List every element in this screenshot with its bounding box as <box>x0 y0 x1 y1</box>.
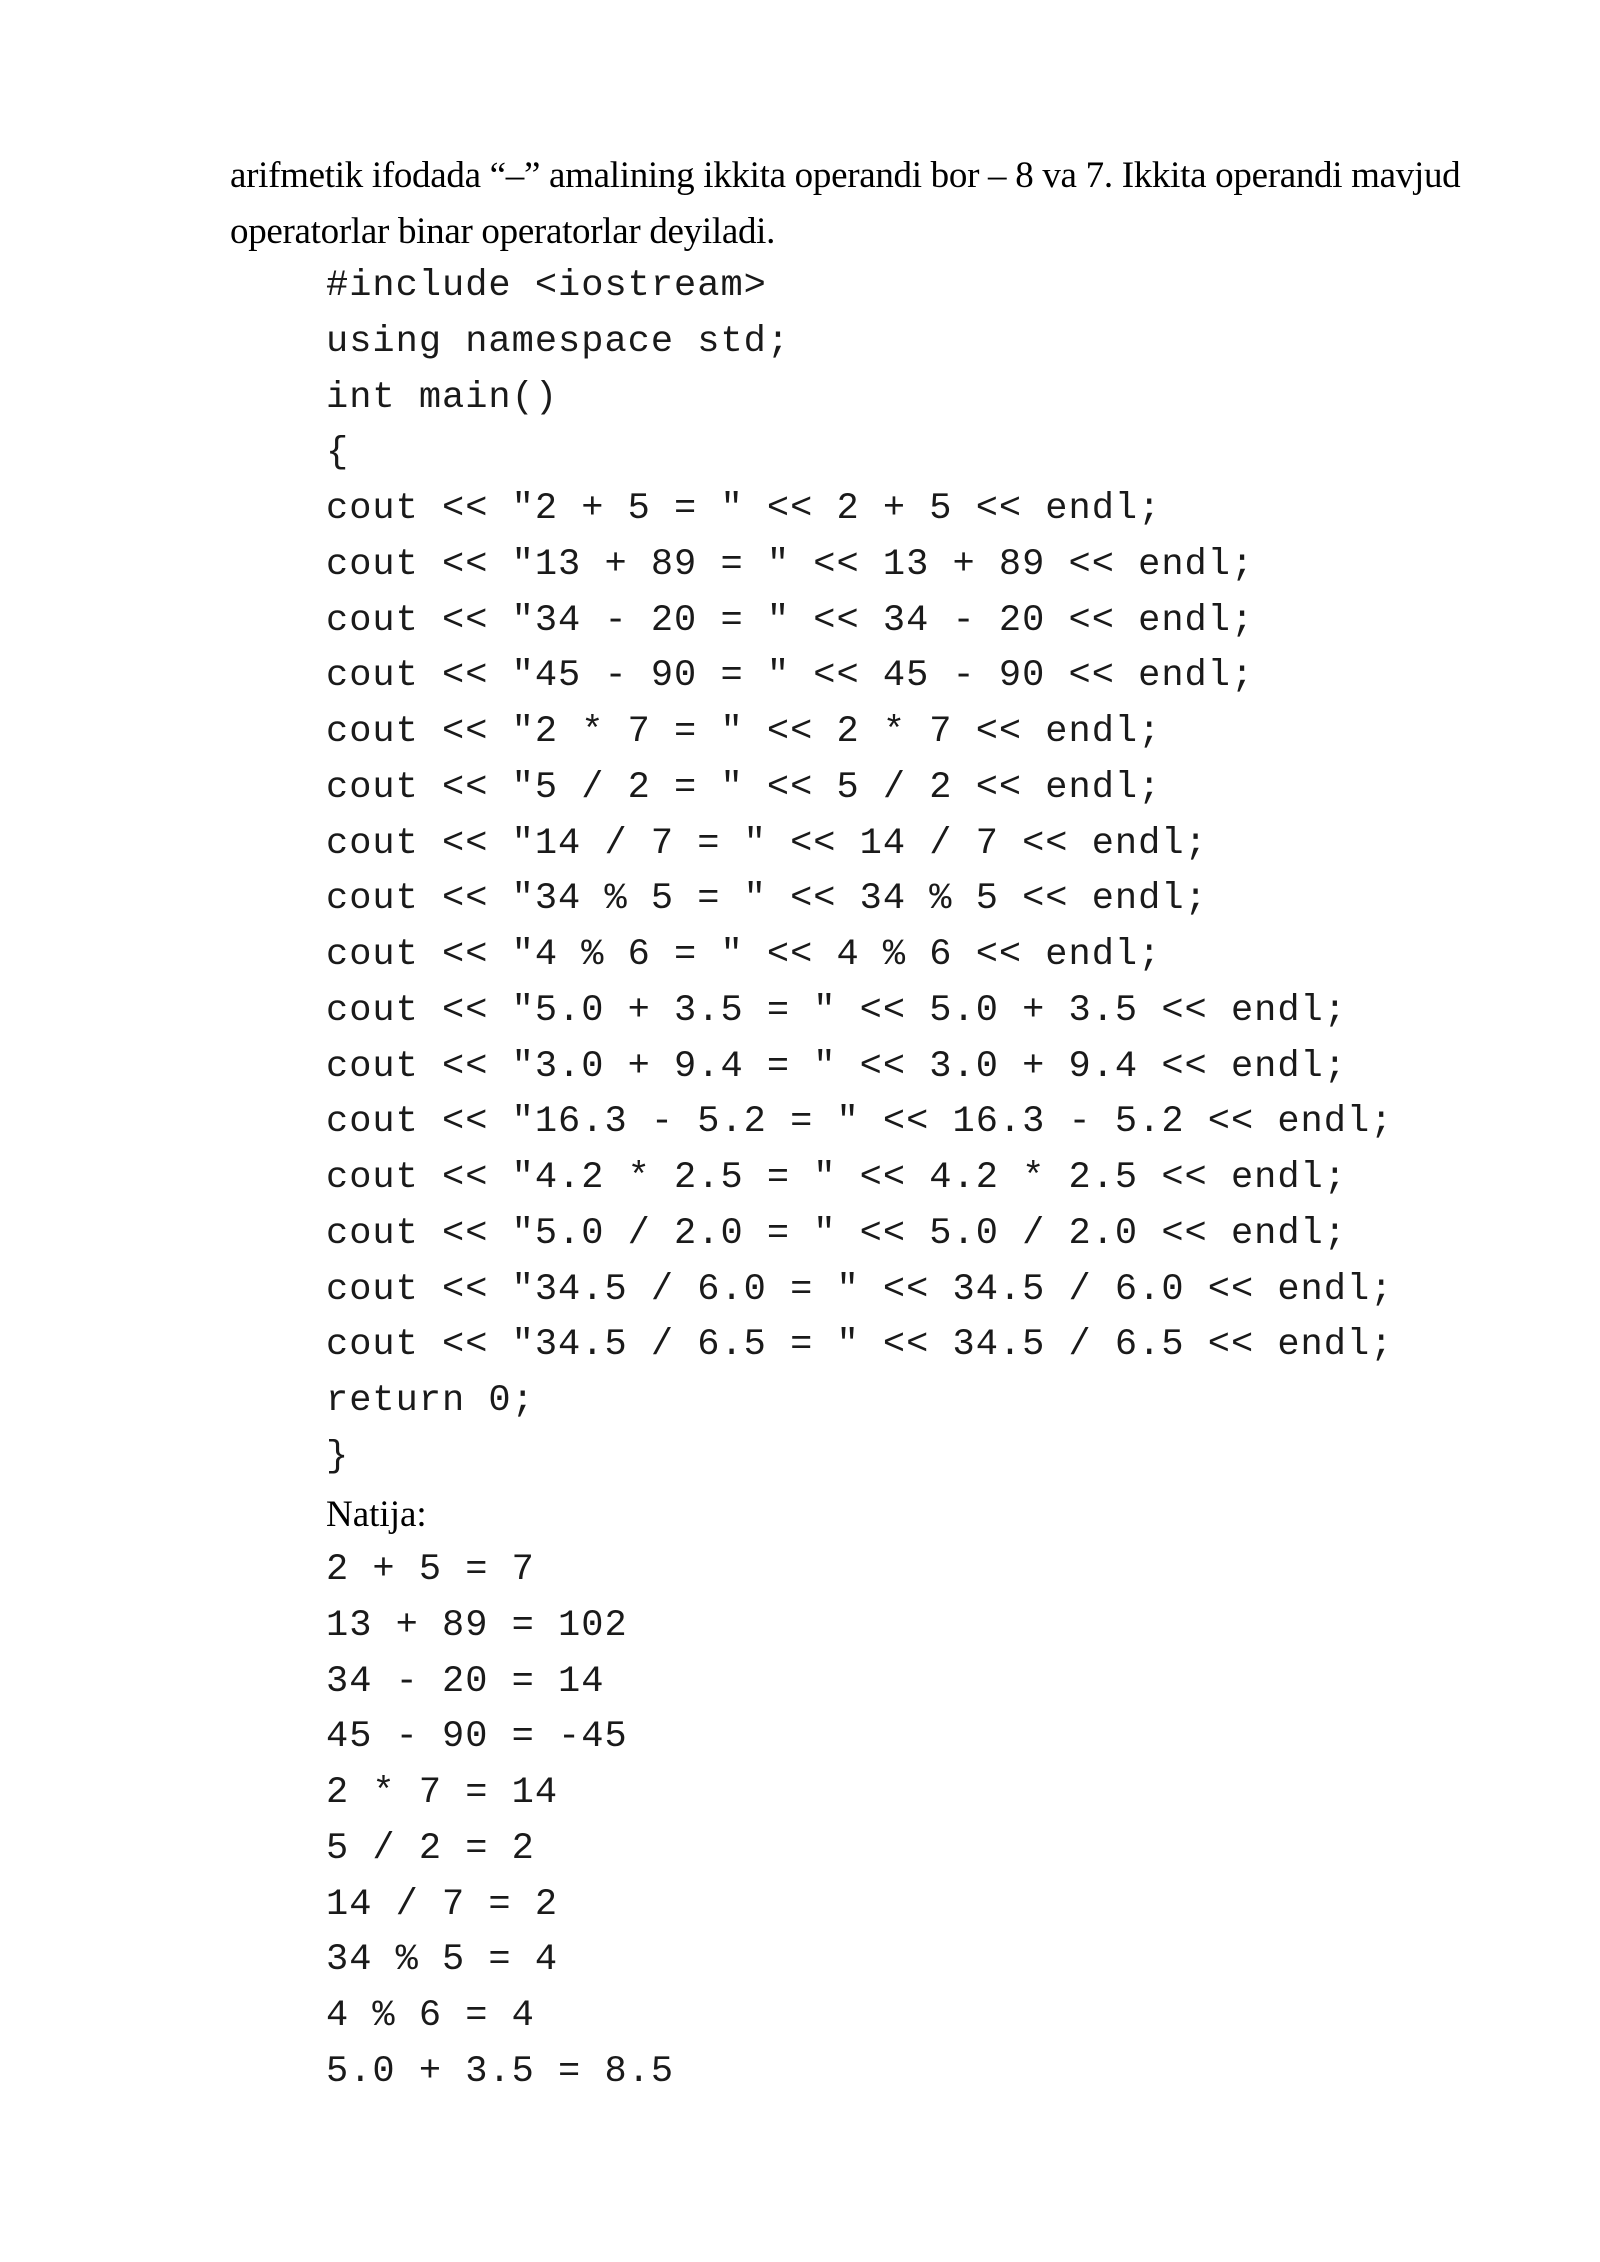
result-label: Natija: <box>326 1494 427 1535</box>
output-line: 45 - 90 = -45 <box>326 1716 628 1759</box>
output-line: 5.0 + 3.5 = 8.5 <box>326 2050 675 2093</box>
code-line: cout << "4.2 * 2.5 = " << 4.2 * 2.5 << endl; <box>326 1157 1347 1199</box>
code-line: int main() <box>326 376 559 419</box>
output-line: 2 + 5 = 7 <box>326 1549 535 1591</box>
code-line: cout << "34.5 / 6.5 = " << 34.5 / 6.5 << endl; <box>326 1324 1394 1367</box>
program-output <box>326 1543 1476 2101</box>
code-line: cout << "2 * 7 = " << 2 * 7 << endl; <box>326 711 1162 753</box>
code-line: using namespace std; <box>326 320 791 363</box>
code-line: } <box>326 1435 350 1478</box>
code-line: cout << "4 % 6 = " << 4 % 6 << endl; <box>326 934 1162 976</box>
code-line: cout << "14 / 7 = " << 14 / 7 << endl; <box>326 822 1208 865</box>
code-line: { <box>326 432 350 475</box>
code-line: cout << "45 - 90 = " << 45 - 90 << endl; <box>326 655 1255 698</box>
code-line: cout << "34 - 20 = " << 34 - 20 << endl; <box>326 599 1255 642</box>
code-line: #include <iostream> <box>326 265 767 307</box>
code-line: cout << "5.0 + 3.5 = " << 5.0 + 3.5 << endl; <box>326 989 1347 1032</box>
code-line: cout << "13 + 89 = " << 13 + 89 << endl; <box>326 543 1255 586</box>
code-line: cout << "16.3 - 5.2 = " << 16.3 - 5.2 << endl; <box>326 1101 1394 1144</box>
code-line: cout << "3.0 + 9.4 = " << 3.0 + 9.4 << endl; <box>326 1045 1347 1088</box>
output-line: 2 * 7 = 14 <box>326 1772 559 1814</box>
code-line: cout << "34.5 / 6.0 = " << 34.5 / 6.0 << endl; <box>326 1268 1394 1311</box>
code-line: cout << "5 / 2 = " << 5 / 2 << endl; <box>326 766 1162 809</box>
intro-paragraph <box>230 148 1530 260</box>
output-line: 34 - 20 = 14 <box>326 1660 605 1703</box>
output-line: 13 + 89 = 102 <box>326 1604 628 1647</box>
code-line: cout << "5.0 / 2.0 = " << 5.0 / 2.0 << endl; <box>326 1212 1347 1255</box>
output-line: 34 % 5 = 4 <box>326 1939 559 1982</box>
output-line: 5 / 2 = 2 <box>326 1827 535 1870</box>
intro-line-1: arifmetik ifodada “–” amalining ikkita operandi bor – 8 va 7. Ikkita operandi mavjud <box>230 155 1461 196</box>
code-line: return 0; <box>326 1380 535 1422</box>
intro-line-2: operatorlar binar operatorlar deyiladi. <box>230 211 776 252</box>
output-line: 14 / 7 = 2 <box>326 1883 559 1926</box>
output-line: 4 % 6 = 4 <box>326 1995 535 2037</box>
code-line: cout << "34 % 5 = " << 34 % 5 << endl; <box>326 878 1208 921</box>
code-listing <box>326 259 1476 1486</box>
code-line: cout << "2 + 5 = " << 2 + 5 << endl; <box>326 488 1162 530</box>
